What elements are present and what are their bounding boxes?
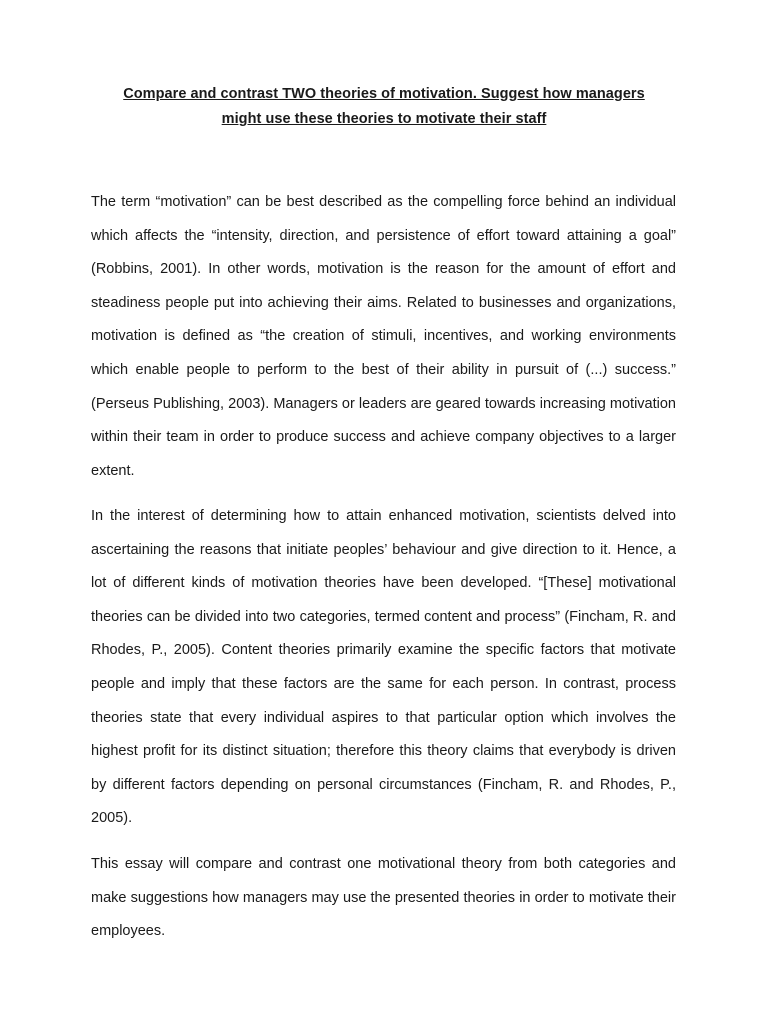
paragraph-essay-aim: This essay will compare and contrast one motivational theory from both categories and make suggestions how managers may use the presented theories in order to motivate their employees. bbox=[91, 856, 676, 940]
essay-title-line-1: Compare and contrast TWO theories of motivation. Suggest how managers bbox=[123, 86, 645, 102]
paragraph-intro: The term “motivation” can be best described as the compelling force behind an individual which affects the “intensity, direction, and persistence of effort toward attaining a goal” (Robbins, 2001). In other words, motivation is the reason for the amount of effort and steadiness people put into achieving their aims. Related to businesses and organizations, motivation is defined as “the creation of stimuli, incentives, and working environments which enable people to perform to the best of their ability in pursuit of (...) success.” (Perseus Publishing, 2003). Managers or leaders are geared towards increasing motivation within their team in order to produce success and achieve company objectives to a larger extent. bbox=[91, 194, 676, 479]
essay-title-line-2: might use these theories to motivate their staff bbox=[221, 111, 547, 127]
paragraph-theories: In the interest of determining how to attain enhanced motivation, scientists delved into ascertaining the reasons that initiate peoples’ behaviour and give direction to it. Hence, a lot of different kinds of motivation theories have been developed. “[These] motivational theories can be divided into two categories, termed content and process” (Fincham, R. and Rhodes, P., 2005). Content theories primarily examine the specific factors that motivate people and imply that these factors are the same for each person. In contrast, process theories state that every individual aspires to that particular option which involves the highest profit for its distinct situation; therefore this theory claims that everybody is driven by different factors depending on personal circumstances (Fincham, R. and Rhodes, P., 2005). bbox=[91, 508, 676, 827]
